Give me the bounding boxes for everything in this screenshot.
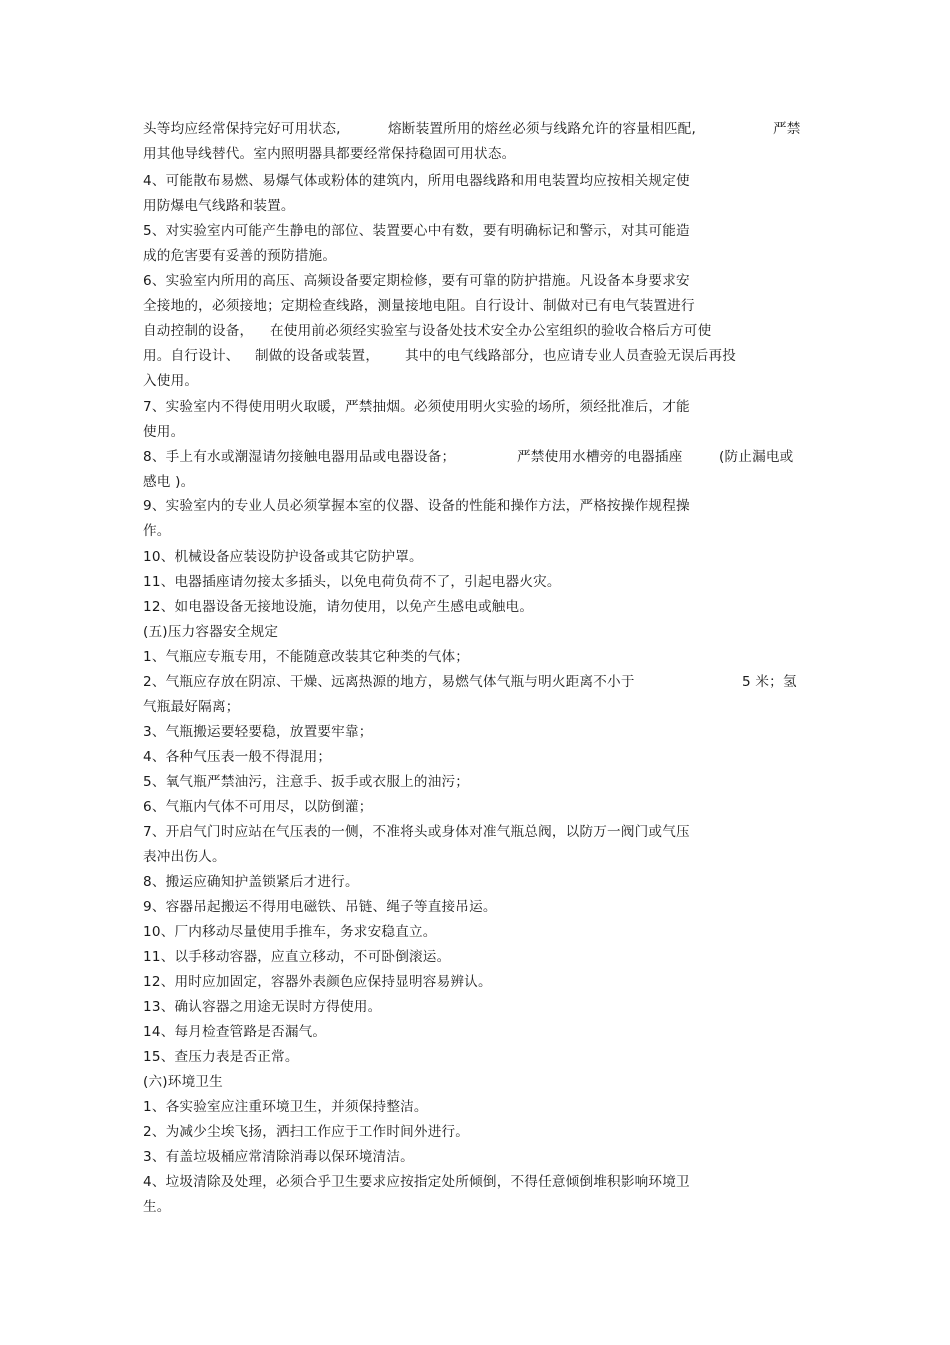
text-line: 15、查压力表是否正常。 xyxy=(143,1049,299,1065)
text-line: 7、开启气门时应站在气压表的一侧，不准将头或身体对准气瓶总阀，以防万一阀门或气压 xyxy=(143,824,690,840)
text-line: 8、搬运应确知护盖锁紧后才进行。 xyxy=(143,874,359,890)
text-line: 11、电器插座请勿接太多插头，以免电荷负荷不了，引起电器火灾。 xyxy=(143,574,561,590)
text-line: 6、实验室内所用的高压、高频设备要定期检修，要有可靠的防护措施。凡设备本身要求安 xyxy=(143,273,690,289)
text-segment: (防止漏电或 xyxy=(719,449,794,465)
text-line: 10、机械设备应装设防护设备或其它防护罩。 xyxy=(143,549,423,565)
text-line: 1、气瓶应专瓶专用，不能随意改装其它种类的气体； xyxy=(143,649,470,665)
text-line: 9、实验室内的专业人员必须掌握本室的仪器、设备的性能和操作方法，严格按操作规程操 xyxy=(143,498,690,514)
text-line: 用防爆电气线路和装置。 xyxy=(143,198,295,214)
text-line: 10、厂内移动尽量使用手推车，务求安稳直立。 xyxy=(143,924,437,940)
text-line: 9、容器吊起搬运不得用电磁铁、吊链、绳子等直接吊运。 xyxy=(143,899,497,915)
text-segment: 严禁 xyxy=(773,121,801,137)
text-segment: 8、手上有水或潮湿请勿接触电器用品或电器设备； xyxy=(143,449,456,465)
text-line: 13、确认容器之用途无误时方得使用。 xyxy=(143,999,382,1015)
text-segment: 5 米；氢 xyxy=(742,674,797,690)
text-line: 全接地的，必须接地；定期检查线路，测量接地电阻。自行设计、制做对已有电气装置进行 xyxy=(143,298,695,314)
text-line: 7、实验室内不得使用明火取暖，严禁抽烟。必须使用明火实验的场所，须经批准后，才能 xyxy=(143,399,690,415)
text-line: 3、气瓶搬运要轻要稳，放置要牢靠； xyxy=(143,724,373,740)
text-line: (五)压力容器安全规定 xyxy=(143,624,279,640)
text-line: 12、如电器设备无接地设施，请勿使用，以免产生感电或触电。 xyxy=(143,599,534,615)
text-segment: 头等均应经常保持完好可用状态, xyxy=(143,121,341,137)
text-line: 1、各实验室应注重环境卫生，并须保持整洁。 xyxy=(143,1099,428,1115)
text-segment: 严禁使用水槽旁的电器插座 xyxy=(517,449,683,465)
text-segment: 在使用前必须经实验室与设备处技术安全办公室组织的验收合格后方可使 xyxy=(270,323,712,339)
text-line: 气瓶最好隔离； xyxy=(143,699,240,715)
text-line: 使用。 xyxy=(143,424,185,440)
text-line: 14、每月检查管路是否漏气。 xyxy=(143,1024,327,1040)
text-line: 用其他导线替代。室内照明器具都要经常保持稳固可用状态。 xyxy=(143,146,516,162)
text-segment: 制做的设备或装置， xyxy=(255,348,380,364)
text-line: 5、对实验室内可能产生静电的部位、装置要心中有数，要有明确标记和警示，对其可能造 xyxy=(143,223,690,239)
text-line: 4、可能散布易燃、易爆气体或粉体的建筑内，所用电器线路和用电装置均应按相关规定使 xyxy=(143,173,690,189)
text-line: 12、用时应加固定，容器外表颜色应保持显明容易辨认。 xyxy=(143,974,492,990)
text-line: 4、垃圾清除及处理，必须合乎卫生要求应按指定处所倾倒，不得任意倾倒堆积影响环境卫 xyxy=(143,1174,690,1190)
text-line: 表冲出伤人。 xyxy=(143,849,226,865)
text-line: 生。 xyxy=(143,1199,171,1215)
text-line: 成的危害要有妥善的预防措施。 xyxy=(143,248,337,264)
text-segment: 2、气瓶应存放在阴凉、干燥、远离热源的地方，易燃气体气瓶与明火距离不小于 xyxy=(143,674,635,690)
text-line: 入使用。 xyxy=(143,373,199,389)
text-line: 作。 xyxy=(143,523,171,539)
text-segment: 自动控制的设备， xyxy=(143,323,254,339)
text-segment: 用。自行设计、 xyxy=(143,348,240,364)
text-line: (六)环境卫生 xyxy=(143,1074,223,1090)
text-line: 5、氧气瓶严禁油污，注意手、扳手或衣服上的油污； xyxy=(143,774,470,790)
text-line: 6、气瓶内气体不可用尽，以防倒灌； xyxy=(143,799,373,815)
text-line: 感电 )。 xyxy=(143,474,195,490)
text-segment: 熔断装置所用的熔丝必须与线路允许的容量相匹配, xyxy=(388,121,696,137)
text-line: 2、为减少尘埃飞扬，洒扫工作应于工作时间外进行。 xyxy=(143,1124,470,1140)
text-line: 4、各种气压表一般不得混用； xyxy=(143,749,332,765)
text-line: 11、以手移动容器，应直立移动，不可卧倒滚运。 xyxy=(143,949,451,965)
text-line: 3、有盖垃圾桶应常清除消毒以保环境清洁。 xyxy=(143,1149,414,1165)
text-segment: 其中的电气线路部分，也应请专业人员查验无误后再投 xyxy=(405,348,737,364)
